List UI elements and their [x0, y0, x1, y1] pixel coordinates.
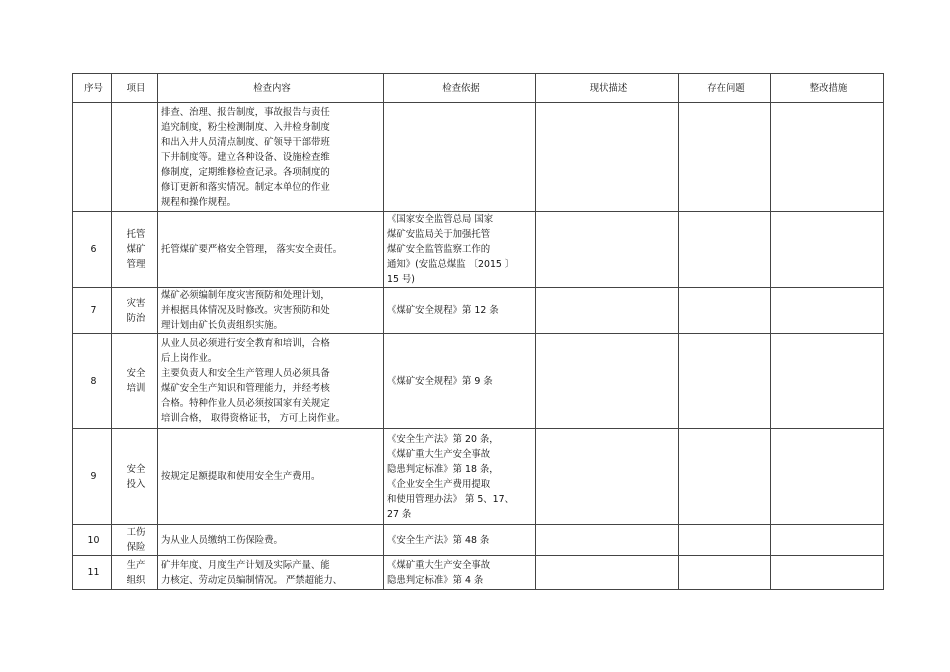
basis-cell	[384, 288, 536, 334]
basis-cell	[384, 103, 536, 212]
item-cell-line: 灾害	[126, 297, 146, 309]
content-cell-line: 追究制度，粉尘检测制度、入井检身制度	[161, 121, 330, 133]
content-cell	[158, 429, 384, 525]
basis-cell-line: 隐患判定标准》第 4 条	[387, 574, 484, 586]
item-cell-line: 煤矿	[126, 244, 146, 255]
content-cell-line: 按规定足额提取和使用安全生产费用。	[161, 471, 321, 482]
content-cell	[158, 556, 384, 590]
content-cell-line: 修订更新和落实情况。制定本单位的作业	[161, 181, 330, 193]
content-cell-line: 修制度，定期维修检查记录。各项制度的	[161, 166, 330, 178]
row-number-cell: 10	[73, 525, 112, 556]
header-cell-status: 现状描述	[536, 74, 679, 103]
measures-cell[interactable]	[771, 212, 884, 288]
measures-cell[interactable]	[771, 334, 884, 429]
row-number-cell: 9	[73, 429, 112, 525]
item-cell-line: 托管	[126, 229, 146, 240]
content-cell-line: 培训合格， 取得资格证书， 方可上岗作业。	[161, 413, 346, 424]
problems-cell[interactable]	[679, 525, 771, 556]
item-cell	[112, 429, 158, 525]
content-cell-line: 力核定、劳动定员编制情况。 严禁超能力、	[161, 574, 343, 586]
content-cell	[158, 212, 384, 288]
row-number-cell	[73, 103, 112, 212]
basis-cell-line: 《煤矿安全规程》第 9 条	[387, 375, 493, 387]
problems-cell[interactable]	[679, 288, 771, 334]
content-cell-line: 理计划由矿长负责组织实施。	[161, 320, 283, 331]
basis-cell-line: 15 号)	[387, 274, 415, 285]
header-cell-content: 检查内容	[158, 74, 384, 103]
problems-cell[interactable]	[679, 334, 771, 429]
content-cell-line: 矿井年度、月度生产计划及实际产量、能	[161, 559, 330, 571]
content-cell-line: 并根据具体情况及时修改。灾害预防和处	[161, 305, 330, 316]
item-cell-line: 防治	[126, 312, 146, 324]
basis-cell-line: 通知》(安监总煤监 〔2015 〕	[387, 259, 515, 270]
content-cell-line: 托管煤矿要严格安全管理， 落实安全责任。	[161, 244, 343, 255]
content-cell-line: 煤矿必须编制年度灾害预防和处理计划，	[161, 290, 330, 301]
basis-cell	[384, 429, 536, 525]
content-cell-line: 为从业人员缴纳工伤保险费。	[161, 534, 283, 546]
row-number-cell: 7	[73, 288, 112, 334]
status-cell[interactable]	[536, 525, 679, 556]
content-cell	[158, 103, 384, 212]
item-cell-line: 管理	[126, 259, 146, 270]
table-row	[73, 212, 884, 288]
problems-cell[interactable]	[679, 103, 771, 212]
row-number-cell: 6	[73, 212, 112, 288]
content-cell-line: 主要负责人和安全生产管理人员必须具备	[161, 368, 330, 379]
row-number-cell: 11	[73, 556, 112, 590]
basis-cell-line: 隐患判定标准》第 18 条，	[387, 463, 499, 475]
status-cell[interactable]	[536, 334, 679, 429]
header-cell-basis: 检查依据	[384, 74, 536, 103]
basis-cell-line: 煤矿安监局关于加强托管	[387, 229, 491, 240]
status-cell[interactable]	[536, 212, 679, 288]
basis-cell	[384, 334, 536, 429]
status-cell[interactable]	[536, 556, 679, 590]
item-cell-line: 培训	[126, 383, 146, 394]
item-cell-line: 安全	[126, 463, 146, 475]
item-cell	[112, 288, 158, 334]
measures-cell[interactable]	[771, 288, 884, 334]
content-cell-line: 规程和操作规程。	[161, 196, 237, 208]
basis-cell	[384, 212, 536, 288]
item-cell-line: 投入	[126, 478, 146, 490]
status-cell[interactable]	[536, 429, 679, 525]
item-cell	[112, 212, 158, 288]
basis-cell-line: 27 条	[387, 508, 412, 520]
basis-cell-line: 《煤矿重大生产安全事故	[387, 559, 491, 571]
problems-cell[interactable]	[679, 556, 771, 590]
table-row	[73, 334, 884, 429]
item-cell	[112, 525, 158, 556]
problems-cell[interactable]	[679, 429, 771, 525]
item-cell	[112, 103, 158, 212]
content-cell-line: 下井制度等。建立各种设备、设施检查维	[161, 151, 330, 163]
item-cell-line: 组织	[126, 574, 146, 586]
table-row	[73, 429, 884, 525]
measures-cell[interactable]	[771, 525, 884, 556]
content-cell-line: 煤矿安全生产知识和管理能力，并经考核	[161, 383, 330, 394]
basis-cell-line: 《企业安全生产费用提取	[387, 478, 491, 490]
basis-cell-line: 煤矿安全监管监察工作的	[387, 244, 491, 255]
content-cell-line: 从业人员必须进行安全教育和培训，合格	[161, 338, 330, 349]
measures-cell[interactable]	[771, 429, 884, 525]
basis-cell-line: 《煤矿重大生产安全事故	[387, 448, 491, 460]
table-row	[73, 288, 884, 334]
measures-cell[interactable]	[771, 556, 884, 590]
basis-cell	[384, 556, 536, 590]
header-cell-problems: 存在问题	[679, 74, 771, 103]
header-cell-number: 序号	[73, 74, 112, 103]
row-number-cell: 8	[73, 334, 112, 429]
table-row	[73, 103, 884, 212]
basis-cell-line: 《安全生产法》第 20 条，	[387, 433, 499, 445]
inspection-table	[72, 73, 884, 590]
item-cell-line: 生产	[126, 559, 146, 571]
item-cell-line: 保险	[126, 542, 146, 553]
content-cell	[158, 525, 384, 556]
item-cell-line: 工伤	[126, 527, 146, 538]
measures-cell[interactable]	[771, 103, 884, 212]
content-cell-line: 合格。特种作业人员必须按国家有关规定	[161, 398, 330, 409]
content-cell	[158, 288, 384, 334]
header-cell-item: 项目	[112, 74, 158, 103]
status-cell[interactable]	[536, 103, 679, 212]
header-row	[73, 74, 884, 103]
header-cell-measures: 整改措施	[771, 74, 884, 103]
basis-cell-line: 《煤矿安全规程》第 12 条	[387, 305, 499, 316]
problems-cell[interactable]	[679, 212, 771, 288]
item-cell-line: 安全	[126, 368, 146, 379]
table-row	[73, 556, 884, 590]
item-cell	[112, 556, 158, 590]
content-cell-line: 后上岗作业。	[161, 353, 218, 364]
content-cell	[158, 334, 384, 429]
basis-cell	[384, 525, 536, 556]
status-cell[interactable]	[536, 288, 679, 334]
basis-cell-line: 和使用管理办法》 第 5、17、	[387, 493, 514, 505]
content-cell-line: 和出入井人员清点制度、矿领导干部带班	[161, 136, 330, 148]
item-cell	[112, 334, 158, 429]
basis-cell-line: 《安全生产法》第 48 条	[387, 534, 490, 546]
content-cell-line: 排查、治理、报告制度，事故报告与责任	[161, 106, 330, 118]
table-row	[73, 525, 884, 556]
basis-cell-line: 《国家安全监管总局 国家	[387, 214, 494, 225]
